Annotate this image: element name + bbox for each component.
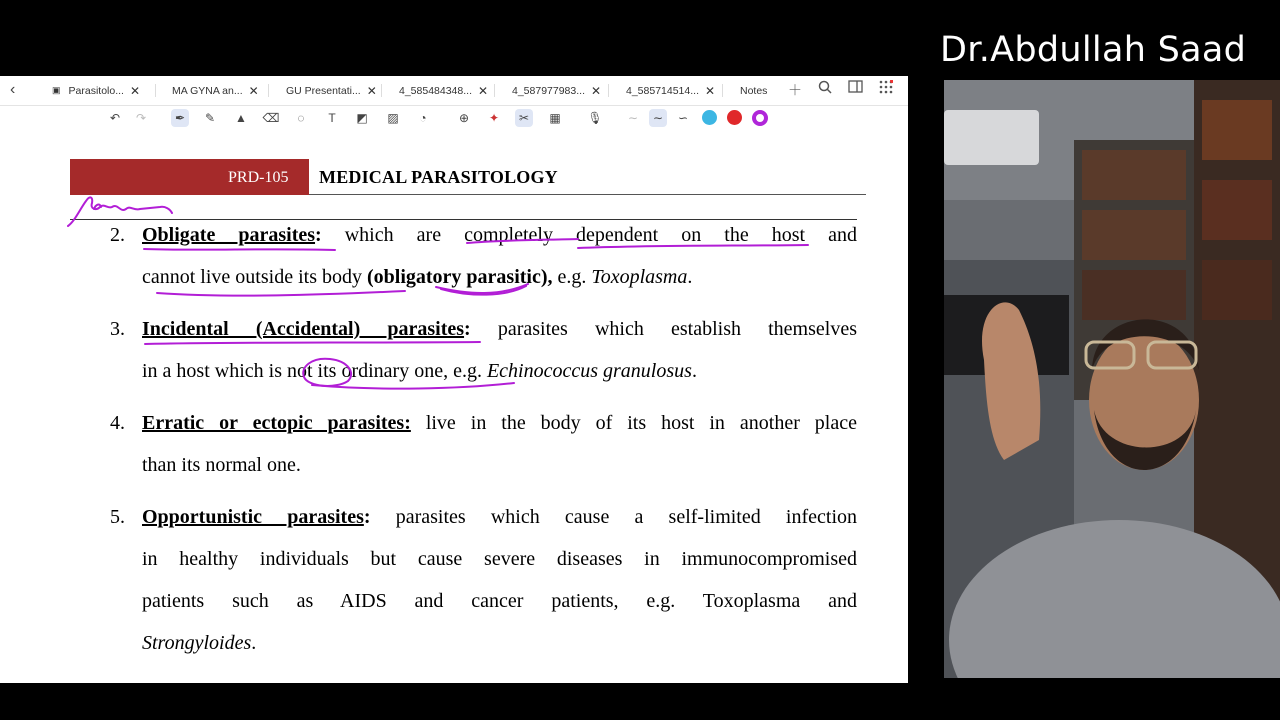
lasso-icon[interactable]: ◌ [297, 111, 305, 125]
presenter-name: Dr.Abdullah Saad [940, 30, 1247, 70]
text-icon[interactable]: T [328, 111, 336, 125]
tab-bar [0, 76, 908, 106]
presenter-video-frame [944, 80, 1280, 678]
image-icon[interactable]: ▨ [387, 111, 399, 125]
microphone-icon[interactable]: 🎙 [587, 111, 603, 125]
color-swatch-blue[interactable] [702, 110, 717, 125]
term-obligate-parasites: Obligate parasites [142, 224, 316, 246]
tab-file-3[interactable]: 4_585714514... ✕ [626, 83, 716, 98]
tab-notes[interactable]: Notes [740, 84, 768, 97]
close-icon[interactable]: ✕ [705, 83, 716, 98]
pencil-icon[interactable]: ▲ [235, 111, 247, 125]
tab-parasitology[interactable]: ▣ Parasitolo... ✕ [52, 83, 141, 98]
highlighter-icon[interactable]: ✎ [204, 111, 216, 125]
split-view-icon[interactable] [848, 80, 863, 96]
pen-icon[interactable]: ✒ [171, 109, 189, 127]
term-incidental-parasites: Incidental (Accidental) parasites [142, 318, 465, 340]
term-opportunistic-parasites: Opportunistic parasites [142, 506, 364, 528]
stroke-thick-icon[interactable]: ∽ [677, 111, 689, 125]
grid-menu-icon[interactable] [879, 80, 893, 97]
tab-file-2[interactable]: 4_587977983... ✕ [512, 83, 602, 98]
note-app-window [0, 76, 908, 683]
back-icon[interactable]: ‹ [10, 81, 16, 98]
search-icon[interactable] [818, 80, 832, 97]
add-tab-icon[interactable]: ＋ [788, 82, 802, 98]
pen-settings-icon[interactable]: ✂ [515, 109, 533, 127]
annotation-toolbar [0, 106, 908, 130]
course-code: PRD-105 [228, 169, 289, 186]
eraser-icon[interactable]: ⌫ [262, 111, 280, 125]
stroke-medium-icon[interactable]: ∼ [649, 109, 667, 127]
close-icon[interactable]: ✕ [248, 83, 259, 98]
course-title: MEDICAL PARASITOLOGY [319, 167, 558, 187]
close-icon[interactable]: ✕ [478, 83, 489, 98]
redo-icon[interactable]: ↷ [135, 111, 147, 125]
shapes-icon[interactable]: ◩ [356, 111, 368, 125]
close-icon[interactable]: ✕ [129, 83, 141, 98]
close-icon[interactable]: ✕ [591, 83, 602, 98]
pattern-icon[interactable]: ▦ [549, 111, 561, 125]
header-rule [309, 194, 866, 195]
tab-ma-gyna[interactable]: MA GYNA an... ✕ [172, 83, 259, 98]
tab-gu-presentation[interactable]: GU Presentati... ✕ [286, 83, 377, 98]
color-swatch-red[interactable] [727, 110, 742, 125]
sticker-icon[interactable]: ◔ [419, 111, 427, 125]
undo-icon[interactable]: ↶ [109, 111, 121, 125]
close-icon[interactable]: ✕ [366, 83, 377, 98]
stroke-thin-icon[interactable]: ∼ [627, 111, 639, 125]
header-rule-lower [70, 219, 857, 220]
tab-file-1[interactable]: 4_585484348... ✕ [399, 83, 489, 98]
presenter-webcam [944, 80, 1280, 678]
document-page: PRD-105 MEDICAL PARASITOLOGY 2. Obligate parasites: which are completely dependent on the host and cannot live outside its body (obligatory parasitic), e.g. Toxoplasma. 3. Incidental (Accidental) parasites: parasites which establish themselves in a host which is not its ordinary one, e.g. Echinococcus granulosus. 4. Erratic or ectopic parasites: live in the body of its host in another place than its normal one. 5. Opportunistic parasites: parasites which cause a self-limited infection in healthy individuals but cause severe diseases in immunocompromised patients such as AIDS and cancer patients, e.g. Toxoplasma and Strongyloides. [0, 131, 908, 683]
laser-icon[interactable]: ✦ [488, 111, 500, 125]
term-erratic-parasites: Erratic or ectopic parasites: [142, 412, 411, 434]
document-icon: ▣ [52, 85, 61, 95]
color-swatch-purple-selected[interactable] [752, 110, 768, 126]
zoom-icon[interactable]: ⊕ [458, 111, 470, 125]
